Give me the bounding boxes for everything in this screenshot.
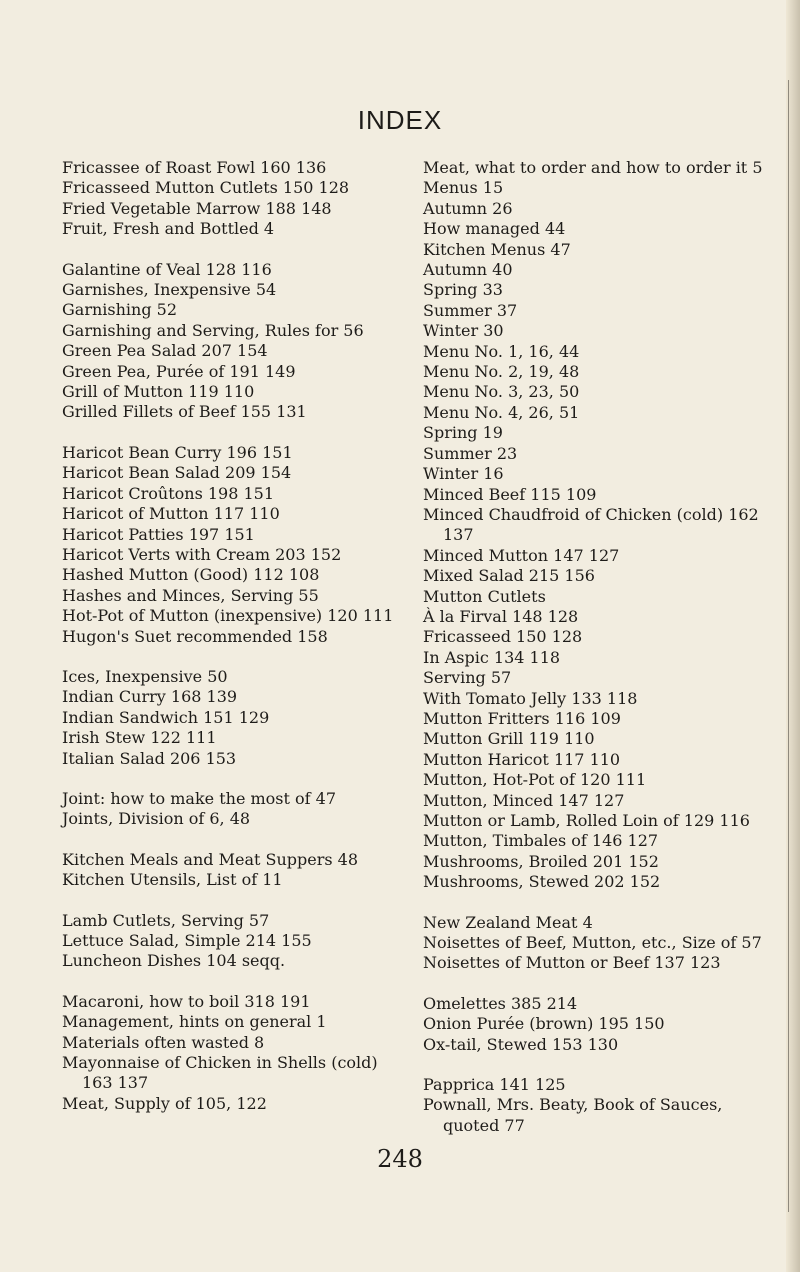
index-entry: Indian Curry 168 139 [62,687,238,707]
index-entry: Mixed Salad 215 156 [423,566,595,586]
index-subentry: Autumn 40 [423,260,513,280]
index-entry: Mutton Fritters 116 109 [423,708,621,728]
index-subentry: Winter 30 [423,321,504,341]
index-subentry: How managed 44 [423,219,566,239]
index-entry: Macaroni, how to boil 318 191 [62,991,311,1011]
index-entry: Luncheon Dishes 104 seqq. [62,951,286,971]
index-entry: Hot-Pot of Mutton (inexpensive) 120 111 [62,606,394,626]
index-subentry: Autumn 26 [423,198,513,218]
index-entry: Mushrooms, Broiled 201 152 [423,851,659,871]
index-entry: Ox-tail, Stewed 153 130 [423,1034,619,1054]
index-subentry: Menu No. 3, 23, 50 [423,382,580,402]
index-entry: Minced Chaudfroid of Chicken (cold) 162 137 [423,504,759,545]
index-entry: Mutton Haricot 117 110 [423,749,621,769]
index-entry: Fricasseed Mutton Cutlets 150 128 [62,178,350,198]
index-entry: Mutton, Minced 147 127 [423,790,625,810]
index-entry: Meat, what to order and how to order it 5 [423,158,763,177]
index-entry: Mutton Grill 119 110 [423,729,595,749]
index-entry: Indian Sandwich 151 129 [62,707,270,727]
index-entry: Noisettes of Beef, Mutton, etc., Size of 57 [423,933,762,953]
index-entry: Joint: how to make the most of 47 [62,788,337,808]
left-column [62,158,394,1134]
index-subentry: Serving 57 [423,668,512,688]
index-group-p [423,1075,771,1136]
index-subentry: In Aspic 134 118 [423,647,561,667]
index-entry: Haricot Croûtons 198 151 [62,483,275,503]
index-group-l [62,911,394,972]
index-entry: Minced Mutton 147 127 [423,545,620,565]
index-entry: Lettuce Salad, Simple 214 155 [62,931,312,950]
index-entry: Fruit, Fresh and Bottled 4 [62,219,275,239]
index-entry: Mutton or Lamb, Rolled Loin of 129 116 [423,811,750,830]
index-entry: Fricassee of Roast Fowl 160 136 [62,158,327,177]
index-subentry: Menu No. 2, 19, 48 [423,362,580,382]
index-entry: Haricot of Mutton 117 110 [62,504,280,524]
index-entry: Materials often wasted 8 [62,1032,265,1052]
index-subentry: Menu No. 4, 26, 51 [423,402,580,422]
right-column [423,158,771,1156]
index-entry-heading: Menus 15 [423,178,504,198]
index-entry: Mayonnaise of Chicken in Shells (cold) 163 137 [62,1053,378,1093]
index-group-g [62,260,394,423]
index-group-i [62,667,394,769]
index-entry: Galantine of Veal 128 116 [62,259,272,279]
index-entry: Papprica 141 125 [423,1075,566,1095]
index-entry: Garnishing 52 [62,300,178,320]
index-subentry: Summer 37 [423,300,518,320]
page-edge [786,0,800,1272]
index-entry: Grill of Mutton 119 110 [62,382,255,402]
index-entry: Meat, Supply of 105, 122 [62,1093,267,1113]
index-entry: Haricot Bean Salad 209 154 [62,463,292,483]
index-entry: Kitchen Meals and Meat Suppers 48 [62,849,359,869]
index-entry: Joints, Division of 6, 48 [62,809,251,829]
index-entry: Noisettes of Mutton or Beef 137 123 [423,953,721,973]
index-entry: Green Pea Salad 207 154 [62,341,268,361]
index-group-o [423,994,771,1055]
index-entry: Pownall, Mrs. Beaty, Book of Sauces, quoted 77 [423,1095,723,1135]
index-entry: Mushrooms, Stewed 202 152 [423,872,661,892]
index-entry: Kitchen Utensils, List of 11 [62,870,283,890]
index-entry: Management, hints on general 1 [62,1012,327,1032]
index-entry: Onion Purée (brown) 195 150 [423,1014,665,1034]
index-entry: Fried Vegetable Marrow 188 148 [62,198,332,218]
index-entry: Garnishing and Serving, Rules for 56 [62,320,364,340]
index-subentry: With Tomato Jelly 133 118 [423,688,638,708]
index-subentry: Fricasseed 150 128 [423,627,583,647]
index-entry: Haricot Bean Curry 196 151 [62,442,293,462]
index-group-m [62,992,394,1114]
index-entry: Grilled Fillets of Beef 155 131 [62,402,307,422]
index-entry: Hashes and Minces, Serving 55 [62,585,319,605]
index-entry: Garnishes, Inexpensive 54 [62,280,277,300]
index-group-h [62,443,394,647]
index-entry: Green Pea, Purée of 191 149 [62,361,296,381]
index-entry: Mutton, Timbales of 146 127 [423,831,659,851]
index-entry: Irish Stew 122 111 [62,728,217,748]
index-group-n [423,913,771,974]
index-subentry: Spring 19 [423,423,503,443]
index-entry: Omelettes 385 214 [423,993,578,1013]
index-subentry: Summer 23 [423,443,518,463]
index-subentry: Kitchen Menus 47 [423,239,571,259]
index-entry: Hugon's Suet recommended 158 [62,626,328,646]
index-subentry: À la Firval 148 128 [423,606,579,626]
index-entry-heading: Mutton Cutlets [423,586,546,606]
index-entry: Hashed Mutton (Good) 112 108 [62,565,320,585]
index-entry: Mutton, Hot-Pot of 120 111 [423,770,647,790]
index-entry: Lamb Cutlets, Serving 57 [62,910,270,930]
index-subentry: Spring 33 [423,280,503,300]
index-entry: Haricot Verts with Cream 203 152 [62,544,342,564]
index-group-f [62,158,394,240]
index-subentry: Menu No. 1, 16, 44 [423,341,580,361]
index-entry: Minced Beef 115 109 [423,484,597,504]
index-subentry: Winter 16 [423,464,504,484]
index-group-j [62,789,394,830]
index-group-k [62,850,394,891]
index-entry: Haricot Patties 197 151 [62,524,255,544]
index-entry: New Zealand Meat 4 [423,912,593,932]
index-entry: Ices, Inexpensive 50 [62,666,228,686]
index-entry: Italian Salad 206 153 [62,748,237,768]
page-number: 248 [377,1145,423,1173]
page-title: INDEX [357,105,443,135]
index-group-m-cont [423,158,771,893]
